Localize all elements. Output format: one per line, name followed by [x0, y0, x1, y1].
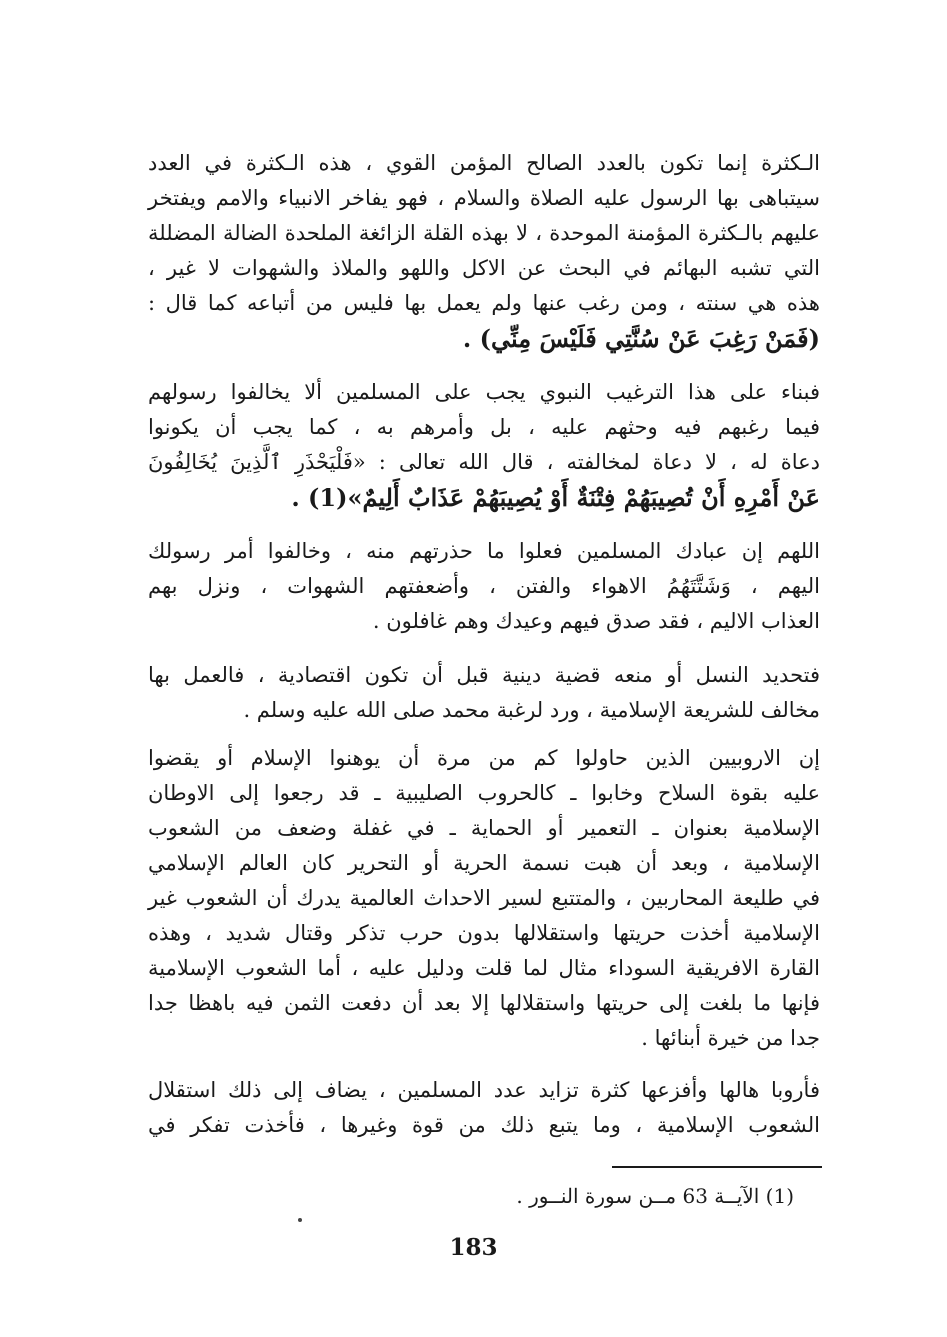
paragraph-line: عليهم بالـكثرة المؤمنة الموحدة ، لا بهذه القلة الزائغة الملحدة الضالة المضللة — [148, 221, 820, 245]
paragraph-line: جدا من خيرة أبنائها . — [641, 1026, 820, 1050]
paragraph-line: الإسلامية ، وبعد أن هبت نسمة الحرية أو التحرير كان العالم الإسلامي — [148, 851, 820, 875]
paragraph-line: فيما رغبهم فيه وحثهم عليه ، بل وأمرهم به ، كما يجب أن يكونوا — [148, 415, 820, 439]
paragraph-line: سيتباهى بها الرسول عليه الصلاة والسلام ، فهو يفاخر الانبياء والامم ويفتخر — [148, 186, 820, 210]
paragraph-6 — [148, 1073, 820, 1143]
print-speck — [298, 1218, 302, 1222]
paragraph-2 — [148, 375, 820, 515]
paragraph-line: في طليعة المحاربين ، والمتتبع لسير الاحداث العالمية يدرك أن الشعوب غير — [148, 886, 820, 910]
quran-quote-line: عَنْ أَمْرِهِ أَنْ تُصِيبَهُمْ فِتْنَةٌ أَوْ يُصِيبَهُمْ عَذَابٌ أَلِيمٌ»(1) . — [291, 483, 820, 512]
paragraph-line: فتحديد النسل أو منعه قضية دينية قبل أن تكون اقتصادية ، فالعمل بها — [148, 663, 820, 687]
paragraph-line: العذاب الاليم ، فقد صدق فيهم وعيدك وهم غافلون . — [372, 609, 820, 633]
paragraph-3 — [148, 534, 820, 639]
paragraph-line: اليهم ، وَشَتَّتَهُمُ الاهواء والفتن ، وأضعفتهم الشهوات ، ونزل بهم — [148, 574, 821, 598]
paragraph-line: دعاة له ، لا دعاة لمخالفته ، قال الله تعالى : «فَلْيَحْذَرِ ٱلَّذِينَ يُخَالِفُونَ — [148, 450, 820, 474]
paragraph-line: عليه بقوة السلاح وخابوا ـ كالحروب الصليبية ـ قد رجعوا إلى الاوطان — [148, 781, 820, 805]
paragraph-line: التي تشبه البهائم في البحث عن الاكل واللهو والملاذ والشهوات لا غير ، — [148, 256, 820, 280]
paragraph-line: فأروبا هالها وأفزعها كثرة تزايد عدد المسلمين ، يضاف إلى ذلك استقلال — [148, 1078, 820, 1102]
paragraph-line: فبناء على هذا الترغيب النبوي يجب على المسلمين ألا يخالفوا رسولهم — [148, 380, 820, 404]
paragraph-line: هذه هي سنته ، ومن رغب عنها ولم يعمل بها فليس من أتباعه كما قال : — [148, 291, 820, 315]
footnote-divider — [612, 1166, 822, 1168]
paragraph-line: إن الاروبيين الذين حاولوا كم من مرة أن يوهنوا الإسلام أو يقضوا — [148, 746, 820, 770]
quran-quote-line: (فَمَنْ رَغِبَ عَنْ سُنَّتِي فَلَيْسَ مِنِّي) . — [462, 324, 820, 353]
paragraph-line: الإسلامية أخذت حريتها واستقلالها بدون حرب تذكر وقتال شديد ، وهذه — [148, 921, 820, 945]
paragraph-1 — [148, 146, 820, 356]
paragraph-line: الإسلامية بعنوان ـ التعمير أو الحماية ـ في غفلة وضعف من الشعوب — [148, 816, 820, 840]
paragraph-4 — [148, 658, 820, 728]
paragraph-line: مخالف للشريعة الإسلامية ، ورد لرغبة محمد صلى الله عليه وسلم . — [243, 698, 820, 722]
paragraph-line: الـكثرة إنما تكون بالعدد الصالح المؤمن القوي ، هذه الـكثرة في العدد — [148, 151, 820, 175]
paragraph-5 — [148, 741, 820, 1056]
footnote: (1) الآيــة 63 مــن سورة النــور . — [516, 1184, 794, 1208]
paragraph-line: القارة الافريقية السوداء مثال لما قلت ودليل عليه ، أما الشعوب الإسلامية — [148, 956, 820, 980]
paragraph-line: اللهم إن عبادك المسلمين فعلوا ما حذرتهم منه ، وخالفوا أمر رسولك — [148, 539, 820, 563]
page-number: 183 — [449, 1234, 498, 1261]
paragraph-line: الشعوب الإسلامية ، وما يتبع ذلك من قوة وغيرها ، فأخذت تفكر في — [148, 1113, 820, 1137]
paragraph-line: فإنها ما بلغت إلى حريتها واستقلالها إلا بعد أن دفعت الثمن فيه باهظا جدا — [148, 991, 820, 1015]
